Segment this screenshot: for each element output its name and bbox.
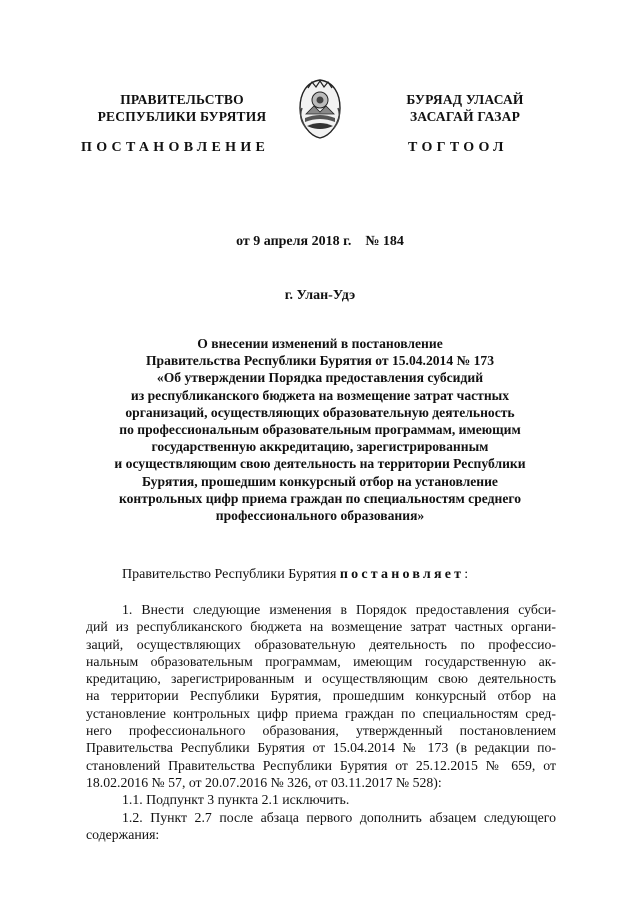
body-line: кредитацию, зарегистрированным и осуществляющим свою деятельность	[86, 671, 556, 687]
title-line: и осуществляющим свою деятельность на территории Республики	[114, 456, 526, 472]
title-line: «Об утверждении Порядка предоставления субсидий	[156, 370, 484, 386]
decree-statement	[122, 567, 468, 583]
body-line: 1. Внести следующие изменения в Порядок предоставления субси-	[122, 602, 556, 617]
body-line: него профессионального образования, утвержденный постановлением	[86, 723, 556, 739]
body-line: на территории Республики Бурятия, прошедшим конкурсный отбор на	[86, 688, 556, 704]
body-line: Правительства Республики Бурятия от 15.04.2014 № 173 (в редакции по-	[86, 740, 556, 756]
decree-keyword: постановляет	[339, 567, 465, 582]
body-line: становлений Правительства Республики Бурятия от 25.12.2015 № 659, от	[86, 757, 556, 773]
title-line: организаций, осуществляющих образовательную деятельность	[125, 404, 515, 420]
title-line: Бурятия, прошедшим конкурсный отбор на установление	[142, 473, 498, 489]
header-right-line: ЗАСАГАЙ ГАЗАР	[409, 109, 521, 124]
title-line: из республиканского бюджета на возмещение затрат частных	[130, 387, 510, 403]
title-line: государственную аккредитацию, зарегистрированным	[151, 439, 489, 455]
document-body	[86, 601, 556, 843]
title-line: профессионального образования»	[215, 508, 425, 524]
title-line: О внесении изменений в постановление	[197, 336, 443, 351]
decree-suffix: :	[464, 567, 469, 582]
title-line: Правительства Республики Бурятия от 15.04.2014 № 173	[145, 353, 494, 369]
coat-of-arms-icon	[296, 78, 344, 140]
body-line: заций, осуществляющих образовательную деятельность по профессио-	[86, 636, 556, 652]
government-name-buryat	[375, 91, 555, 125]
header-left-line: ПРАВИТЕЛЬСТВО	[120, 92, 244, 107]
body-line: 1.1. Подпункт 3 пункта 2.1 исключить.	[122, 792, 350, 808]
body-line: 18.02.2016 № 57, от 20.07.2016 № 326, от 03.11.2017 № 528):	[86, 774, 442, 790]
body-line: установление контрольных цифр приема граждан по специальностям сред-	[86, 705, 556, 721]
title-line: по профессиональным образовательным программам, имеющим	[119, 422, 521, 438]
body-line: нальным образовательным программам, имеющим государственную ак-	[86, 653, 556, 669]
doc-type-buryat: ТОГТООЛ	[408, 140, 508, 155]
body-line: 1.2. Пункт 2.7 после абзаца первого дополнить абзацем следующего	[122, 809, 556, 825]
title-line: контрольных цифр приема граждан по специальностям среднего	[118, 490, 522, 506]
decree-prefix: Правительство Республики Бурятия	[122, 567, 340, 582]
header-left-line: РЕСПУБЛИКИ БУРЯТИЯ	[97, 109, 267, 124]
body-line: дий из республиканского бюджета на возмещение затрат частных органи-	[86, 619, 556, 635]
header-right-line: БУРЯАД УЛАСАЙ	[406, 92, 524, 107]
government-name-russian	[88, 91, 276, 125]
document-title	[60, 335, 580, 524]
body-line: содержания:	[86, 826, 160, 842]
city: г. Улан-Удэ	[284, 288, 356, 303]
doc-type-russian: ПОСТАНОВЛЕНИЕ	[81, 140, 270, 155]
date-and-number: от 9 апреля 2018 г. № 184	[236, 234, 404, 249]
